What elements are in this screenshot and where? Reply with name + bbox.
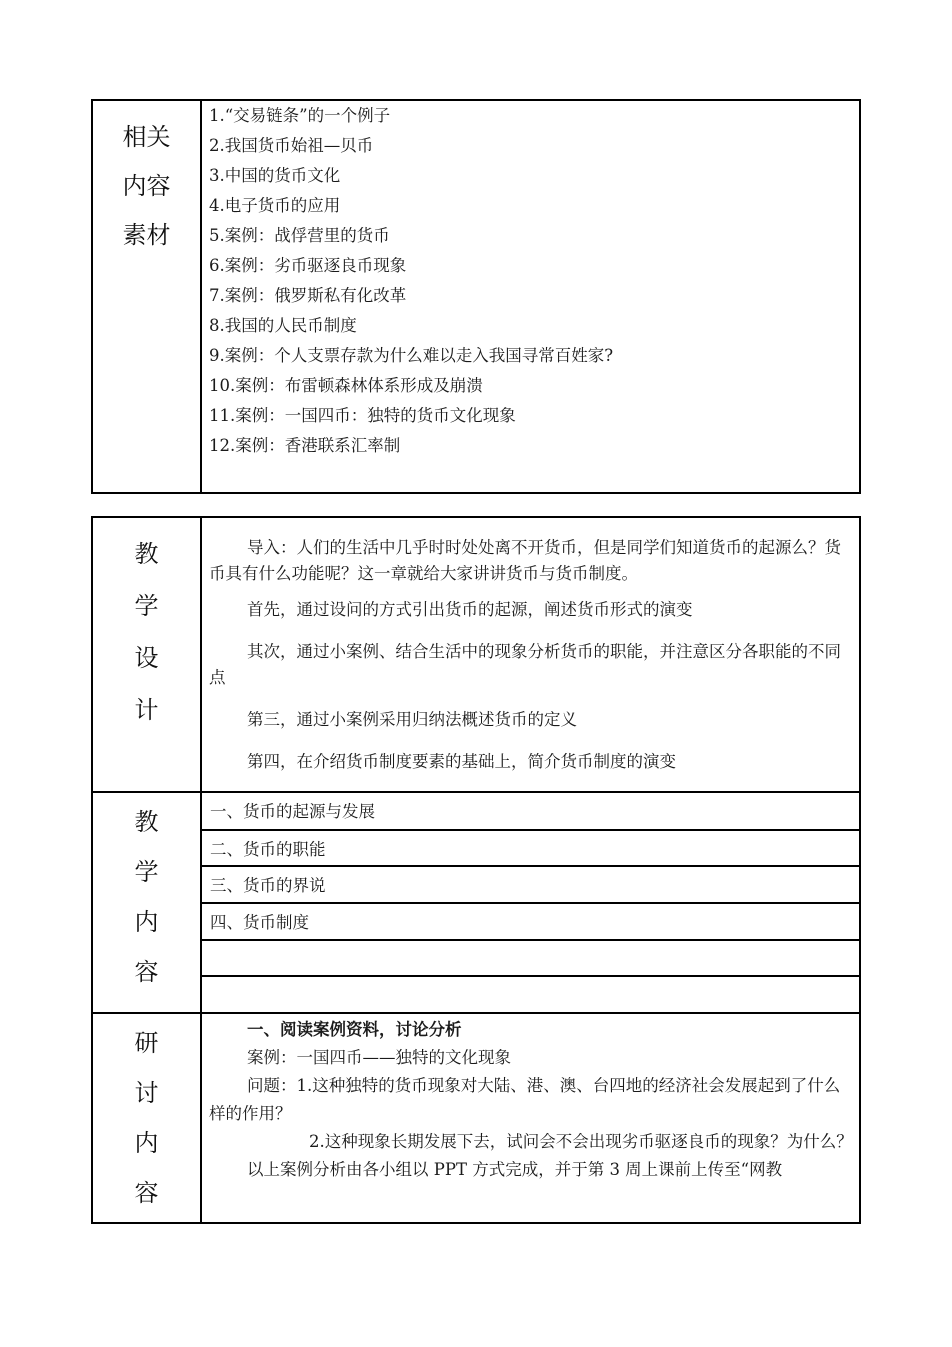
- design-paragraph: 导入：人们的生活中几乎时时处处离不开货币，但是同学们知道货币的起源么？货币具有什么功能呢？这一章就给大家讲讲货币与货币制度。: [209, 538, 841, 583]
- design-content: [209, 535, 853, 775]
- header-char: 讨: [134, 1079, 159, 1107]
- list-item: 11.案例：一国四币：独特的货币文化现象: [209, 406, 516, 425]
- row-divider: [202, 939, 859, 941]
- row-divider: [202, 975, 859, 977]
- content-row: 二、货币的职能: [210, 840, 326, 859]
- content-row: 一、货币的起源与发展: [210, 802, 375, 821]
- header-char: 设: [134, 644, 159, 672]
- list-item: 2.我国货币始祖—贝币: [209, 136, 374, 155]
- header-char: 学: [134, 592, 159, 620]
- list-item: 3.中国的货币文化: [209, 166, 341, 185]
- header-char: 素材: [122, 221, 171, 249]
- discussion-note: 以上案例分析由各小组以 PPT 方式完成，并于第 3 周上课前上传至“网教: [247, 1160, 783, 1179]
- header-char: 教: [134, 808, 159, 836]
- design-paragraph: 其次，通过小案例、结合生活中的现象分析货币的职能，并注意区分各职能的不同点: [209, 642, 841, 687]
- header-char: 相关: [122, 123, 171, 151]
- discussion-question-1: 问题：1.这种独特的货币现象对大陆、港、澳、台四地的经济社会发展起到了什么样的作用？: [209, 1076, 841, 1123]
- materials-list: [209, 101, 859, 461]
- design-header: [93, 528, 200, 736]
- teaching-table: [91, 516, 861, 1224]
- header-char: 容: [134, 1179, 159, 1207]
- list-item: 5.案例：战俘营里的货币: [209, 226, 390, 245]
- list-item: 4.电子货币的应用: [209, 196, 341, 215]
- discussion-heading-text: 一、阅读案例资料，讨论分析: [247, 1020, 462, 1039]
- row-divider: [93, 791, 859, 793]
- header-char: 内容: [122, 172, 171, 200]
- discussion-content: [209, 1016, 853, 1184]
- design-paragraph: 首先，通过设问的方式引出货币的起源，阐述货币形式的演变: [247, 600, 693, 619]
- design-paragraph: 第三，通过小案例采用归纳法概述货币的定义: [247, 710, 577, 729]
- header-char: 教: [134, 540, 159, 568]
- discussion-header: [93, 1018, 200, 1218]
- row-divider: [202, 902, 859, 904]
- row-divider: [93, 1012, 859, 1014]
- row-divider: [202, 829, 859, 831]
- header-char: 研: [134, 1029, 159, 1057]
- materials-table: [91, 99, 861, 494]
- discussion-case: 案例：一国四币——独特的文化现象: [247, 1048, 511, 1067]
- content-row: 三、货币的界说: [210, 876, 326, 895]
- content-header: [93, 797, 200, 997]
- list-item: 10.案例：布雷顿森林体系形成及崩溃: [209, 376, 483, 395]
- list-item: 9.案例：个人支票存款为什么难以走入我国寻常百姓家?: [209, 346, 614, 365]
- design-paragraph: 第四，在介绍货币制度要素的基础上，简介货币制度的演变: [247, 752, 676, 771]
- header-char: 计: [134, 696, 159, 724]
- list-item: 8.我国的人民币制度: [209, 316, 357, 335]
- header-char: 学: [134, 858, 159, 886]
- discussion-question-2: 2.这种现象长期发展下去，试问会不会出现劣币驱逐良币的现象？为什么？: [309, 1132, 853, 1151]
- header-char: 内: [134, 908, 159, 936]
- row-divider: [202, 865, 859, 867]
- list-item: 1.“交易链条”的一个例子: [209, 106, 391, 125]
- materials-header: [93, 113, 200, 260]
- column-divider: [200, 101, 202, 492]
- list-item: 7.案例：俄罗斯私有化改革: [209, 286, 407, 305]
- list-item: 6.案例：劣币驱逐良币现象: [209, 256, 407, 275]
- header-char: 内: [134, 1129, 159, 1157]
- discussion-heading: [209, 1016, 853, 1044]
- content-row: 四、货币制度: [210, 913, 309, 932]
- list-item: 12.案例：香港联系汇率制: [209, 436, 401, 455]
- column-divider: [200, 518, 202, 1222]
- header-char: 容: [134, 958, 159, 986]
